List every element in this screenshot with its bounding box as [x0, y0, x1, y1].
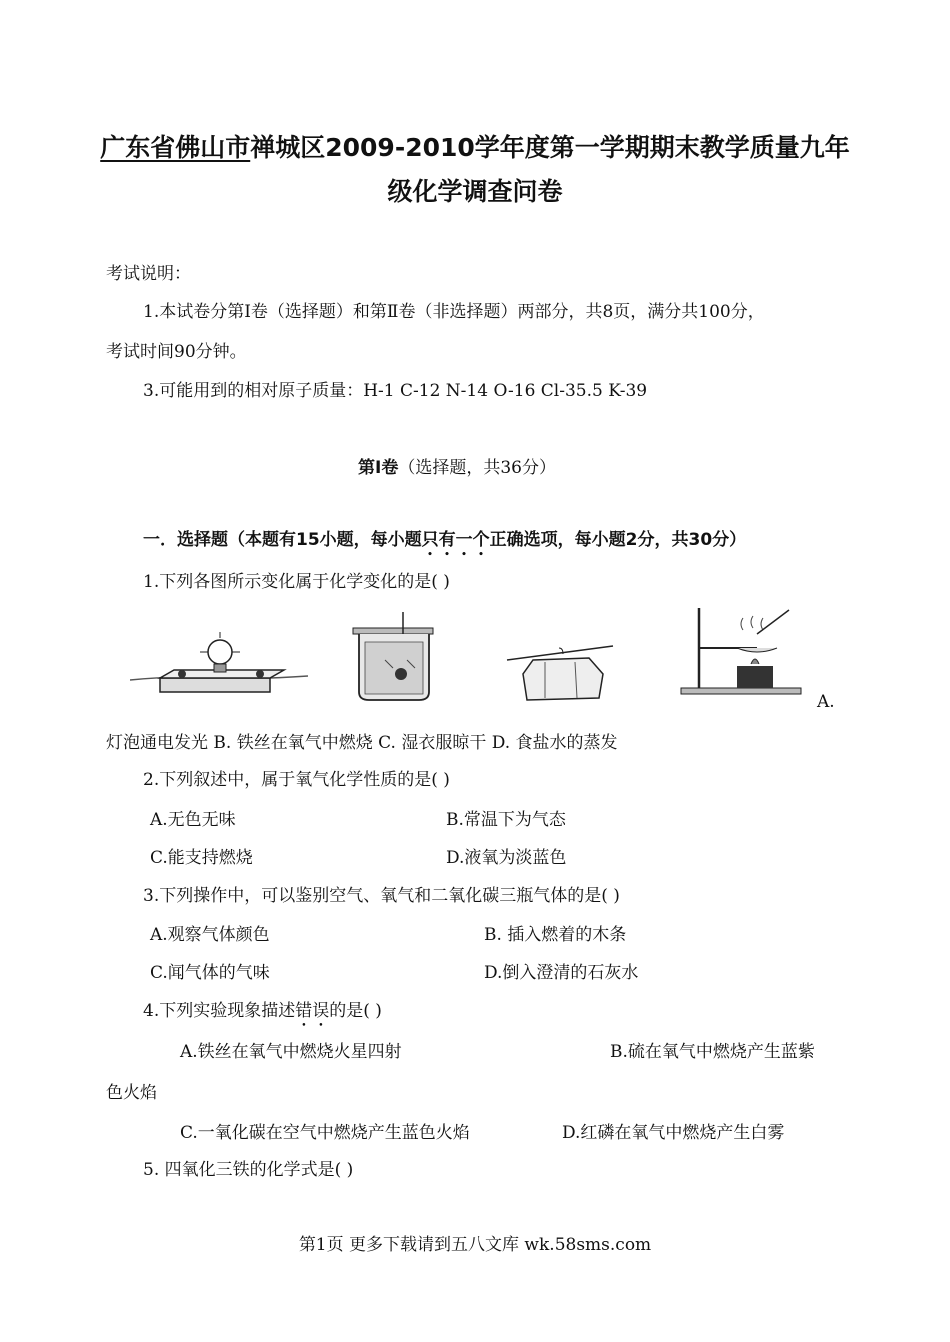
- section1-pre: 一．选择题（本题有15小题，每小题: [143, 530, 422, 550]
- q2-option-d: D.液氧为淡蓝色: [446, 848, 567, 868]
- page-footer: 第1页 更多下载请到五八文库 wk.58sms.com: [298, 1235, 652, 1255]
- title-region-underlined: 广东省佛山市: [100, 133, 251, 162]
- section1-heading: [143, 528, 746, 560]
- q4-stem-emphasis: 错误: [295, 1001, 330, 1021]
- lightbulb-figure: [130, 630, 310, 702]
- wet-clothes-figure: [505, 640, 615, 702]
- q4-stem-pre: 4.下列实验现象描述: [143, 1001, 296, 1021]
- q3-option-a: A.观察气体颜色: [150, 925, 270, 945]
- part1-label: 第Ⅰ卷: [358, 458, 399, 478]
- q4-stem: [143, 999, 382, 1031]
- q3-stem: 3.下列操作中，可以鉴别空气、氧气和二氧化碳三瓶气体的是( ): [143, 886, 620, 906]
- title-rest: 禅城区2009-2010学年度第一学期期末教学质量九年: [250, 133, 850, 162]
- q1-option-a-marker: A.: [817, 692, 835, 712]
- q2-stem: 2.下列叙述中，属于氧气化学性质的是( ): [143, 770, 450, 790]
- notes-heading: 考试说明：: [106, 264, 191, 284]
- exam-title-line1: [0, 128, 950, 164]
- q2-option-a: A.无色无味: [150, 810, 236, 830]
- q1-stem: 1.下列各图所示变化属于化学变化的是( ): [143, 572, 450, 592]
- iron-wire-burning-figure: [345, 610, 440, 702]
- q4-option-b-cont: 色火焰: [106, 1083, 157, 1103]
- notes-item-1-cont: 考试时间90分钟。: [106, 342, 247, 362]
- section1-emphasis: 只有一个: [421, 530, 490, 550]
- part1-heading: [358, 456, 556, 480]
- q1-options: 灯泡通电发光 B. 铁丝在氧气中燃烧 C. 湿衣服晾干 D. 食盐水的蒸发: [106, 733, 618, 753]
- q2-option-c: C.能支持燃烧: [150, 848, 253, 868]
- exam-title-line2: 级化学调查问卷: [387, 177, 563, 206]
- notes-item-3: 3.可能用到的相对原子质量：H-1 C-12 N-14 O-16 Cl-35.5 K-39: [143, 381, 648, 401]
- part1-sub: （选择题，共36分）: [398, 458, 556, 478]
- q4-option-a: A.铁丝在氧气中燃烧火星四射: [180, 1042, 402, 1062]
- q3-option-d: D.倒入澄清的石灰水: [484, 963, 639, 983]
- q2-option-b: B.常温下为气态: [446, 810, 566, 830]
- salt-water-evaporation-figure: [677, 604, 802, 696]
- q4-stem-post: 的是( ): [329, 1001, 382, 1021]
- notes-item-1: 1.本试卷分第Ⅰ卷（选择题）和第Ⅱ卷（非选择题）两部分，共8页，满分共100分，: [143, 302, 765, 322]
- q4-option-b: B.硫在氧气中燃烧产生蓝紫: [610, 1042, 815, 1062]
- q3-option-c: C.闻气体的气味: [150, 963, 270, 983]
- q5-stem: 5. 四氧化三铁的化学式是( ): [143, 1160, 354, 1180]
- q4-option-c: C.一氧化碳在空气中燃烧产生蓝色火焰: [180, 1123, 470, 1143]
- section1-post: 正确选项，每小题2分，共30分）: [489, 530, 747, 550]
- q3-option-b: B. 插入燃着的木条: [484, 925, 627, 945]
- q4-option-d: D.红磷在氧气中燃烧产生白雾: [562, 1123, 785, 1143]
